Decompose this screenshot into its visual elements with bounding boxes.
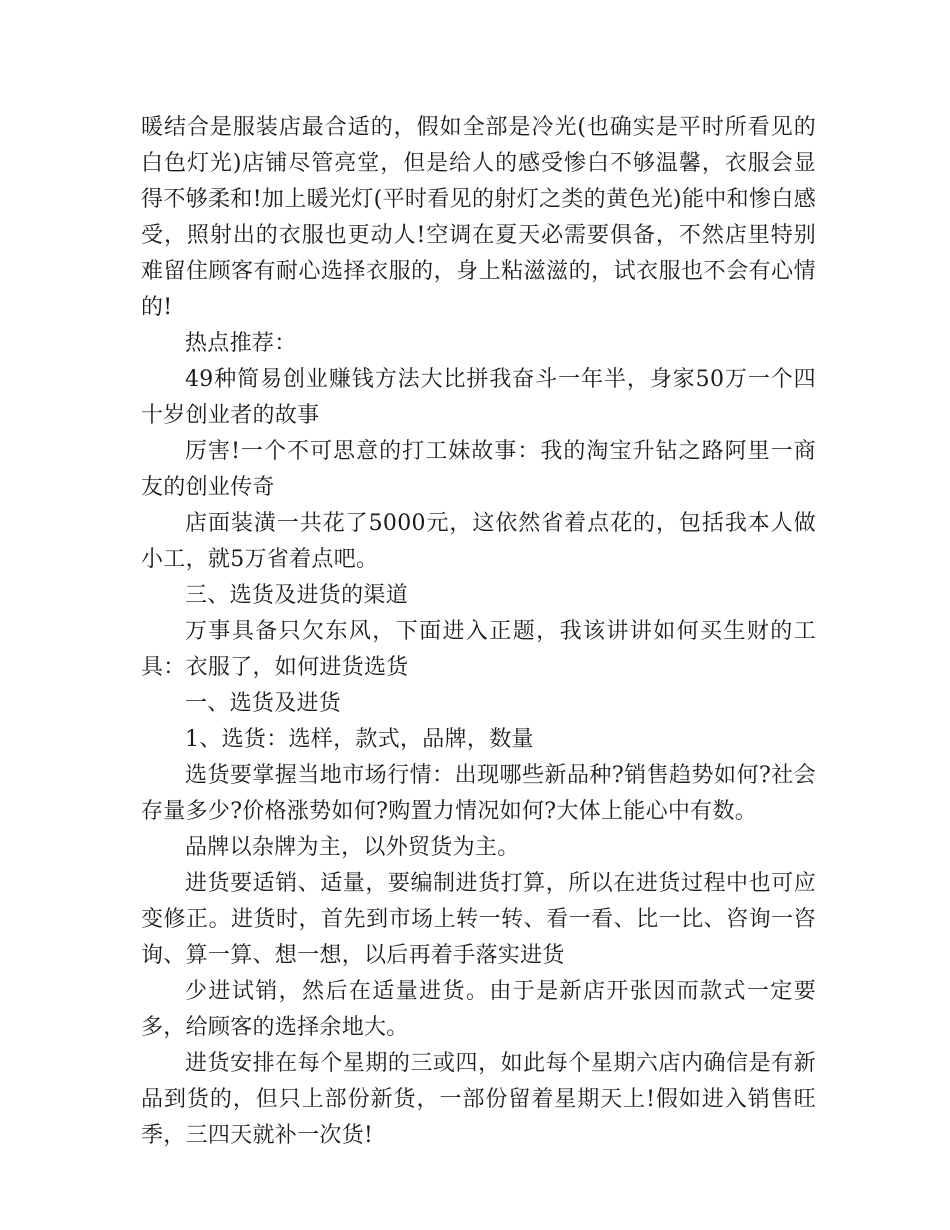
paragraph-intro-purchasing: 万事具备只欠东风，下面进入正题，我该讲讲如何买生财的工具：衣服了，如何进货选货 — [141, 619, 816, 680]
paragraph-lighting: 暖结合是服装店最合适的，假如全部是冷光(也确实是平时所看见的白色灯光)店铺尽管亮堂，但是给人的感受惨白不够温馨，衣服会显得不够柔和!加上暖光灯(平时看见的射灯之类的黄色光)能中和惨白感受，照射出的衣服也更动人!空调在夏天必需要俱备，不然店里特别难留住顾客有耐心选择衣服的，身上粘滋滋的，试衣服也不会有心情的! — [141, 115, 816, 320]
paragraph-recommend-link-2: 厉害!一个不可思意的打工妹故事：我的淘宝升钻之路阿里一商友的创业传奇 — [141, 439, 816, 500]
paragraph-recommend-link-1: 49种简易创业赚钱方法大比拼我奋斗一年半，身家50万一个四十岁创业者的故事 — [141, 367, 816, 428]
paragraph-decoration-cost: 店面装潢一共花了5000元，这依然省着点花的，包括我本人做小工，就5万省着点吧。 — [141, 511, 816, 572]
paragraph-brand-policy: 品牌以杂牌为主，以外贸货为主。 — [185, 835, 520, 860]
subsection-heading-selection: 一、选货及进货 — [185, 691, 342, 716]
document-body — [141, 110, 816, 1154]
section-heading-channels: 三、选货及进货的渠道 — [185, 583, 409, 608]
paragraph-purchase-plan: 进货要适销、适量，要编制进货打算，所以在进货过程中也可应变修正。进货时，首先到市场上转一转、看一看、比一比、咨询一咨询、算一算、想一想，以后再着手落实进货 — [141, 871, 816, 968]
paragraph-trial-sales: 少进试销，然后在适量进货。由于是新店开张因而款式一定要多，给顾客的选择余地大。 — [141, 979, 816, 1040]
paragraph-restock-schedule: 进货安排在每个星期的三或四，如此每个星期六店内确信是有新品到货的，但只上部份新货，一部份留着星期天上!假如进入销售旺季，三四天就补一次货! — [141, 1051, 816, 1148]
paragraph-hot-recommend-heading: 热点推荐： — [185, 331, 297, 356]
paragraph-market-research: 选货要掌握当地市场行情：出现哪些新品种?销售趋势如何?社会存量多少?价格涨势如何?购置力情况如何?大体上能心中有数。 — [141, 763, 816, 824]
list-item-selection-points: 1、选货：选样，款式，品牌，数量 — [185, 727, 534, 752]
